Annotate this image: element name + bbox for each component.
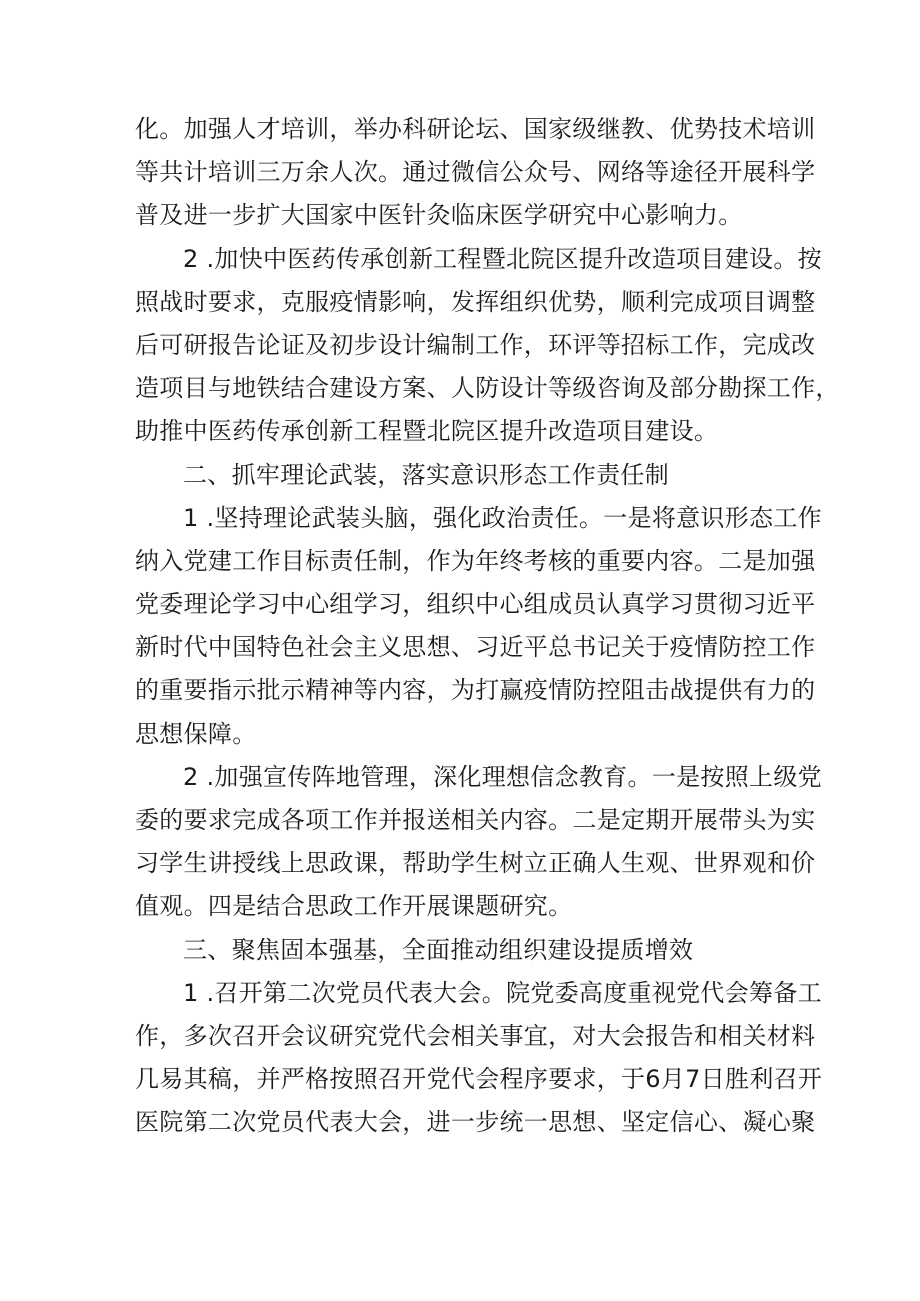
paragraph-start-line: 2 .加快中医药传承创新工程暨北院区提升改造项目建设。按 xyxy=(183,244,822,273)
text-line: 助推中医药传承创新工程暨北院区提升改造项目建设。 xyxy=(135,417,719,446)
text-line: 的重要指示批示精神等内容，为打赢疫情防控阻击战提供有力的 xyxy=(135,676,816,705)
text-line: 习学生讲授线上思政课，帮助学生树立正确人生观、世界观和价 xyxy=(135,849,816,878)
text-line: 造项目与地铁结合建设方案、人防设计等级咨询及部分勘探工作， xyxy=(135,374,840,403)
text-line: 思想保障。 xyxy=(135,719,257,748)
text-line: 作，多次召开会议研究党代会相关事宜，对大会报告和相关材料 xyxy=(135,1021,816,1050)
text-line: 党委理论学习中心组学习，组织中心组成员认真学习贯彻习近平 xyxy=(135,590,816,619)
paragraph-start-line: 1 .坚持理论武装头脑，强化政治责任。一是将意识形态工作 xyxy=(183,503,822,532)
text-line: 医院第二次党员代表大会，进一步统一思想、坚定信心、凝心聚 xyxy=(135,1108,816,1137)
text-line: 新时代中国特色社会主义思想、习近平总书记关于疫情防控工作 xyxy=(135,633,816,662)
text-line: 等共计培训三万余人次。通过微信公众号、网络等途径开展科学 xyxy=(135,158,816,187)
text-line: 化。加强人才培训，举办科研论坛、国家级继教、优势技术培训 xyxy=(135,115,816,143)
document-body xyxy=(135,108,840,1145)
text-line: 委的要求完成各项工作并报送相关内容。二是定期开展带头为实 xyxy=(135,806,816,834)
text-line: 几易其稿，并严格按照召开党代会程序要求，于6月7日胜利召开 xyxy=(135,1065,823,1094)
section-heading: 二、抓牢理论武装，落实意识形态工作责任制 xyxy=(183,460,669,489)
text-line: 纳入党建工作目标责任制，作为年终考核的重要内容。二是加强 xyxy=(135,546,816,575)
text-line: 照战时要求，克服疫情影响，发挥组织优势，顺利完成项目调整 xyxy=(135,287,816,316)
text-line: 后可研报告论证及初步设计编制工作，环评等招标工作，完成改 xyxy=(135,330,816,359)
text-line: 普及进一步扩大国家中医针灸临床医学研究中心影响力。 xyxy=(135,201,743,230)
text-line: 值观。四是结合思政工作开展课题研究。 xyxy=(135,892,573,921)
paragraph-start-line: 1 .召开第二次党员代表大会。院党委高度重视党代会筹备工 xyxy=(183,978,822,1007)
section-heading: 三、聚焦固本强基，全面推动组织建设提质增效 xyxy=(183,935,694,964)
paragraph-start-line: 2 .加强宣传阵地管理，深化理想信念教育。一是按照上级党 xyxy=(183,762,822,791)
